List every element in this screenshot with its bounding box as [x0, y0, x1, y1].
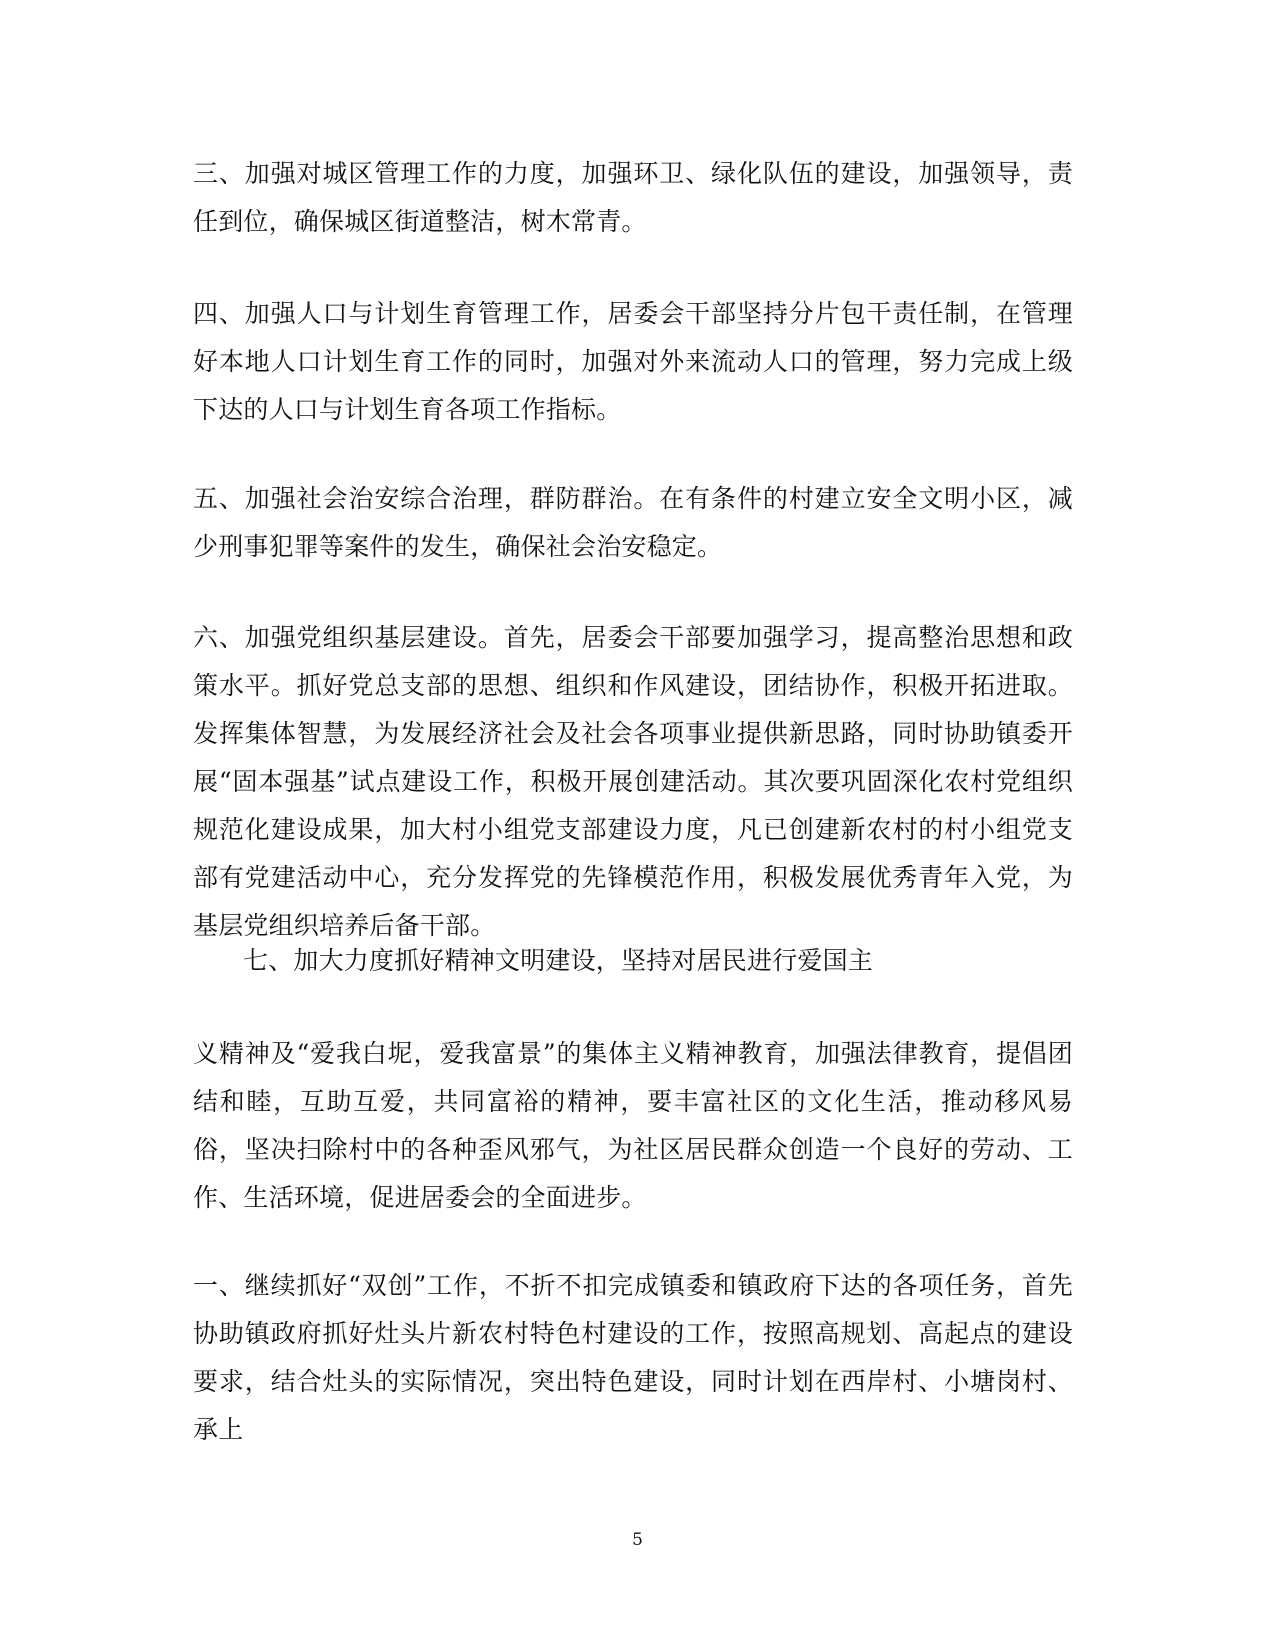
paragraph-seven-start: 七、加大力度抓好精神文明建设，坚持对居民进行爱国主 [243, 946, 874, 975]
paragraph-four: 四、加强人口与计划生育管理工作，居委会干部坚持分片包干责任制，在管理好本地人口计划生育工作的同时，加强对外来流动人口的管理，努力完成上级下达的人口与计划生育各项工作指标。 [193, 299, 1073, 424]
page-number: 5 [632, 1530, 643, 1550]
paragraph-five: 五、加强社会治安综合治理，群防群治。在有条件的村建立安全文明小区，减少刑事犯罪等案件的发生，确保社会治安稳定。 [193, 484, 1073, 561]
paragraph-one: 一、继续抓好“双创”工作，不折不扣完成镇委和镇政府下达的各项任务，首先协助镇政府抓好灶头片新农村特色村建设的工作，按照高规划、高起点的建设要求，结合灶头的实际情况，突出特色建设，同时计划在西岸村、小塘岗村、承上 [193, 1271, 1073, 1444]
paragraph-three: 三、加强对城区管理工作的力度，加强环卫、绿化队伍的建设，加强领导，责任到位，确保城区街道整洁，树木常青。 [193, 159, 1073, 236]
paragraph-seven-continued: 义精神及“爱我白坭，爱我富景”的集体主义精神教育，加强法律教育，提倡团结和睦，互助互爱，共同富裕的精神，要丰富社区的文化生活，推动移风易俗，坚决扫除村中的各种歪风邪气，为社区居民群众创造一个良好的劳动、工作、生活环境，促进居委会的全面进步。 [193, 1039, 1073, 1212]
paragraph-six: 六、加强党组织基层建设。首先，居委会干部要加强学习，提高整治思想和政策水平。抓好党总支部的思想、组织和作风建设，团结协作，积极开拓进取。发挥集体智慧，为发展经济社会及社会各项事业提供新思路，同时协助镇委开展“固本强基”试点建设工作，积极开展创建活动。其次要巩固深化农村党组织规范化建设成果，加大村小组党支部建设力度，凡已创建新农村的村小组党支部有党建活动中心，充分发挥党的先锋模范作用，积极发展优秀青年入党，为基层党组织培养后备干部。 [193, 623, 1073, 940]
